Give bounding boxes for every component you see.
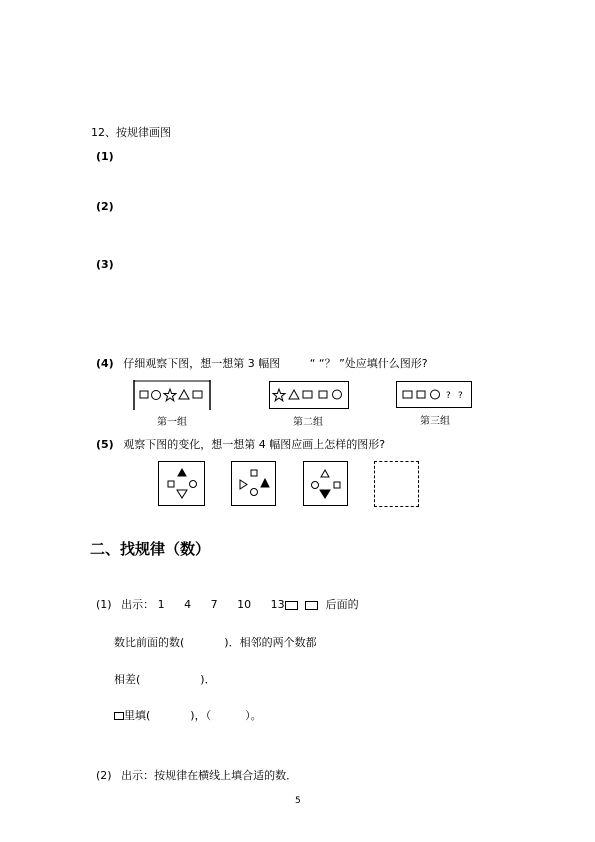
star-icon <box>164 389 176 401</box>
rectangle-icon <box>193 391 202 398</box>
part-1-label: (1) <box>96 150 114 163</box>
rectangle-icon <box>303 391 312 398</box>
figure-3-shapes <box>303 461 348 506</box>
triangle-icon <box>289 390 299 399</box>
square-icon <box>319 391 327 398</box>
filled-triangle-icon <box>261 479 269 487</box>
part-5-label: (5) <box>96 438 114 451</box>
part-4-label: (4) <box>96 357 114 370</box>
rectangle-icon <box>403 391 412 398</box>
q1-line-4 <box>114 707 262 723</box>
q1-prefix: 出示： <box>121 598 155 611</box>
q1-number-4: 10 <box>237 598 252 611</box>
section-2-heading: 二、找规律（数） <box>90 540 211 558</box>
square-icon <box>168 481 174 487</box>
part-3-label: (3) <box>96 258 114 271</box>
square-icon <box>334 482 340 488</box>
group-1-caption: 第一组 <box>157 417 187 428</box>
part-5-line <box>96 436 385 452</box>
q1-suffix: 后面的 <box>325 598 359 611</box>
q1-line-4c: ）。 <box>245 709 262 722</box>
q1-number-2: 4 <box>184 598 192 611</box>
group-3-shapes <box>396 381 472 408</box>
q1-line-1 <box>96 596 359 612</box>
part-2-label: (2) <box>96 200 114 213</box>
problem-title: 12、按规律画图 <box>91 126 171 139</box>
figure-4-empty-box[interactable] <box>374 461 419 507</box>
q1-line-3b: )． <box>200 673 216 686</box>
q2-label: (2) <box>96 769 112 782</box>
q1-line-2 <box>114 634 317 650</box>
star-icon <box>273 389 285 401</box>
q1-number-3: 7 <box>210 598 218 611</box>
q1-line-2b: )．相邻的两个数都 <box>224 636 317 649</box>
circle-icon <box>251 489 258 496</box>
part-5-text: 观察下图的变化，想一想第 4 幅图应画上怎样的图形? <box>123 438 386 451</box>
group-3-caption: 第三组 <box>420 416 450 427</box>
blank-box-1[interactable] <box>285 601 298 610</box>
triangle-icon <box>321 470 329 477</box>
group-1-shapes <box>132 380 212 410</box>
circle-icon <box>152 391 161 400</box>
square-icon <box>251 470 257 476</box>
group-2-shapes <box>269 381 349 409</box>
part-4-line <box>96 355 428 371</box>
page-number: 5 <box>295 796 301 806</box>
q1-label: (1) <box>96 598 112 611</box>
group-2-caption: 第二组 <box>293 417 323 428</box>
circle-icon <box>190 481 197 488</box>
part-4-text: 仔细观察下图，想一想第 3 幅图 <box>123 357 281 370</box>
q1-number-5: 13 <box>270 598 285 611</box>
filled-triangle-icon <box>178 469 186 476</box>
blank-box-icon <box>114 712 124 720</box>
down-triangle-icon <box>177 490 187 498</box>
q2-text: 出示：按规律在横线上填合适的数． <box>121 769 298 782</box>
q1-number-1: 1 <box>157 598 165 611</box>
circle-icon <box>333 390 342 399</box>
circle-icon <box>312 482 319 489</box>
figure-2-shapes <box>231 461 276 506</box>
q1-line-4a: 里填( <box>124 709 151 722</box>
q1-line-3a: 相差( <box>114 673 141 686</box>
part-4-text-2: “ “？ ”处应填什么图形? <box>309 357 428 370</box>
figure-1-shapes <box>158 461 205 506</box>
circle-icon <box>431 390 440 399</box>
question-mark-icon: ? <box>446 391 451 401</box>
q1-line-4b: )，（ <box>190 709 212 722</box>
right-triangle-icon <box>240 480 247 489</box>
q2-line <box>96 767 297 783</box>
square-icon <box>417 391 425 398</box>
filled-down-triangle-icon <box>320 490 330 498</box>
question-mark-icon: ? <box>458 391 463 401</box>
q1-line-2a: 数比前面的数( <box>114 636 185 649</box>
triangle-icon <box>179 390 189 399</box>
q1-line-3 <box>114 671 216 687</box>
square-icon <box>140 391 148 398</box>
blank-box-2[interactable] <box>305 601 318 610</box>
